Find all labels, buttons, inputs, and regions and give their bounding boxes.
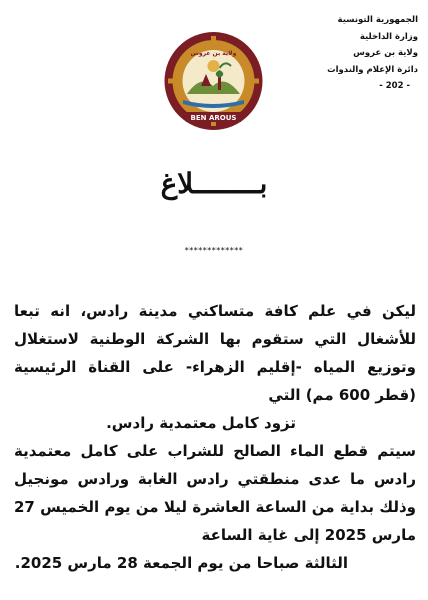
header-department: دائرة الإعلام والندوات	[327, 64, 418, 75]
header-ministry: وزارة الداخلية	[359, 31, 418, 42]
header-republic: الجمهورية التونسية	[337, 15, 418, 25]
paragraph-1: ليكن في علم كافة متساكني مدينة رادس، انه تبعا للأشغال التي ستقوم بها الشركة الوطنية لاستغلال وتوزيع المياه -إقليم الزهراء- على القناة الرئيسية (قطر 600 مم) التي	[14, 302, 416, 404]
paragraph-2-end: الثالثة صباحا من يوم الجمعة 28 مارس 2025.	[14, 554, 348, 572]
announcement-body	[14, 297, 416, 577]
paragraph-2: سيتم قطع الماء الصالح للشراب على كامل معتمدية رادس ما عدى منطقتي رادس الغابة ورادس مونجيل وذلك بداية من الساعة العاشرة ليلا من يوم الخميس 27 مارس 2025 إلى غاية الساعة	[14, 442, 416, 544]
logo-top-text: ولاية بن عروس	[190, 50, 237, 57]
logo-bottom-text: BEN AROUS	[190, 114, 237, 122]
title-separator: *************	[184, 246, 244, 255]
paragraph-1-end: تزود كامل معتمدية رادس.	[106, 414, 296, 432]
issuer-header	[288, 12, 418, 95]
header-reference: - 202 -	[379, 81, 410, 91]
header-governorate: ولاية بن عروس	[353, 48, 418, 58]
ben-arous-logo	[161, 30, 266, 132]
document-title: بــــــــلاغ	[160, 167, 268, 200]
